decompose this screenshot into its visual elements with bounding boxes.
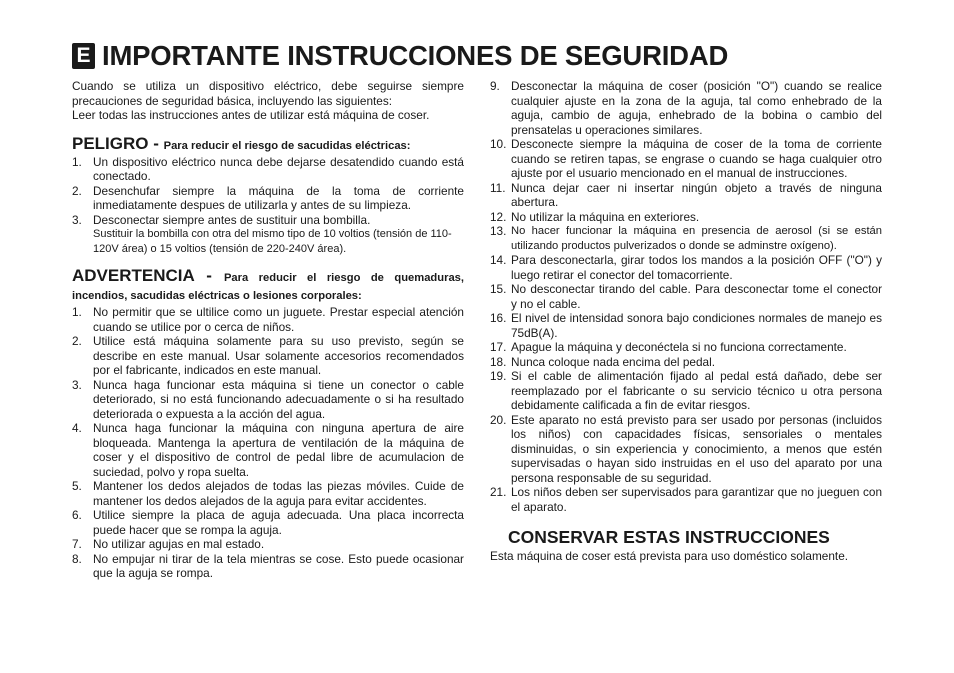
list-item — [490, 413, 882, 486]
item-text: Desconecte siempre la máquina de coser de la toma de corriente cuando se retiren tapas, se engrase o cuando se haga cualquier otro ajuste por el usuario mencionado en el manual de instrucciones. — [511, 137, 882, 180]
item-number: 18. — [490, 354, 507, 369]
list-item — [490, 181, 882, 210]
list-item — [490, 340, 882, 355]
list-item — [72, 552, 464, 581]
list-item — [490, 311, 882, 340]
item-number: 1. — [72, 154, 82, 169]
item-number: 12. — [490, 209, 507, 224]
item-text: Si el cable de alimentación fijado al pedal está dañado, debe ser reemplazado por el fabricante o su servicio técnico u otra persona debidamente calificada a fin de evitar riesgos. — [511, 369, 882, 412]
list-item — [490, 355, 882, 370]
item-text: Un dispositivo eléctrico nunca debe dejarse desatendido cuando está conectado. — [93, 154, 464, 183]
list-item — [72, 421, 464, 479]
item-text: No empujar ni tirar de la tela mientras se cose. Esto puede ocasionar que la aguja se rompa. — [93, 551, 464, 580]
item-number: 13. — [490, 224, 507, 238]
item-text: No hacer funcionar la máquina en presencia de aerosol (si se están utilizando productos pulverizados o donde se adminstre oxígeno). — [511, 225, 882, 252]
item-text: Mantener los dedos alejados de todas las piezas móviles. Cuide de mantener los dedos alejados de la aguja para evitar accidentes. — [93, 479, 464, 508]
list-item — [490, 224, 882, 253]
item-number: 11. — [490, 180, 506, 195]
list-item — [490, 137, 882, 181]
item-text: Para desconectarla, girar todos los mandos a la posición OFF ("O") y luego retirar el conector del tomacorriente. — [511, 253, 882, 282]
item-number: 10. — [490, 137, 507, 151]
list-item — [490, 79, 882, 137]
item-number: 8. — [72, 551, 82, 566]
item-text: No desconectar tirando del cable. Para desconectar tome el conector y no el cable. — [511, 282, 882, 311]
peligro-subtitle: Para reducir el riesgo de sacudidas eléctricas: — [163, 139, 411, 152]
list-item — [72, 378, 464, 422]
item-text: El nivel de intensidad sonora bajo condiciones normales de manejo es 75dB(A). — [511, 311, 882, 340]
title-text: IMPORTANTE INSTRUCCIONES DE SEGURIDAD — [102, 40, 729, 71]
list-item — [72, 334, 464, 378]
item-text: Nunca haga funcionar esta máquina si tiene un conector o cable deteriorado, si no está funcionando adecuadamente o si ha resultado deteriorada o expuesta a la acción del agua. — [93, 377, 464, 421]
intro-paragraph: Cuando se utiliza un dispositivo eléctrico, debe seguirse siempre precauciones de seguridad básica, incluyendo las siguientes: — [72, 79, 464, 108]
item-text: Este aparato no está previsto para ser usado por personas (incluidos los niños) con capacidades físicas, sensoriales o mentales disminuidas, o sin experiencia y conocimiento, a menos que estén supervisadas o hayan sido instruidas en el uso del aparato por una persona responsable de su seguridad. — [511, 412, 882, 485]
home-use-note: Esta máquina de coser está prevista para uso doméstico solamente. — [490, 549, 849, 563]
list-item — [490, 485, 882, 514]
intro-read-all: Leer todas las instrucciones antes de utilizar está máquina de coser. — [72, 108, 430, 122]
peligro-list — [72, 155, 464, 228]
item-text: No permitir que se ultilice como un juguete. Prestar especial atención cuando se utilice por o cerca de niños. — [93, 305, 464, 334]
item-text: Nunca dejar caer ni insertar ningún objeto a través de ninguna abertura. — [511, 180, 882, 209]
left-column — [72, 79, 464, 581]
advertencia-subtitle: Para reducir el riesgo de quemaduras, incendios, sacudidas eléctricas o lesiones corporales: — [72, 272, 464, 302]
peligro-title: PELIGRO - — [72, 133, 164, 153]
page-title — [72, 40, 728, 72]
item-number: 7. — [72, 537, 82, 551]
list-item — [72, 184, 464, 213]
item-text: Nunca haga funcionar la máquina con ninguna apertura de aire bloqueada. Mantenga la apertura de ventilación de la máquina de coser y el dispositivo de control de pedal libre de acumulacion de suciedad, polvo y ropa suelta. — [93, 421, 464, 479]
conserve-heading: CONSERVAR ESTAS INSTRUCCIONES — [508, 527, 830, 547]
item-text: Desconectar la máquina de coser (posición "O") cuando se realice cualquier ajuste en la zona de la aguja, tal como enhebrado de la aguja, cambio de aguja, enhebrado de la bobina o cambio del prensatelas u operaciones similares. — [511, 79, 882, 137]
item-number: 15. — [490, 282, 507, 296]
item-number: 1. — [72, 305, 82, 319]
item-number: 14. — [490, 253, 507, 267]
item-text: Utilice está máquina solamente para su uso previsto, según se describe en este manual. Usar solamente accesorios recomendados por el fabricante, indicados en este manual. — [93, 334, 464, 377]
advertencia-list-left — [72, 305, 464, 581]
item-number: 3. — [72, 212, 82, 227]
item-number: 2. — [72, 183, 82, 198]
item-text: Utilice siempre la placa de aguja adecuada. Una placa incorrecta puede hacer que se rompa la aguja. — [93, 508, 464, 537]
item-number: 6. — [72, 508, 82, 522]
advertencia-title: ADVERTENCIA - — [72, 266, 224, 285]
item-number: 9. — [490, 79, 500, 93]
item-number: 16. — [490, 311, 507, 325]
item-number: 3. — [72, 377, 82, 392]
advertencia-list-right — [490, 79, 882, 514]
language-badge: E — [72, 43, 95, 69]
item-text: Apague la máquina y deconéctela si no funciona correctamente. — [511, 340, 847, 354]
item-text: Los niños deben ser supervisados para garantizar que no jueguen con el aparato. — [511, 485, 882, 514]
advertencia-heading — [72, 267, 464, 305]
item-number: 4. — [72, 421, 82, 435]
list-item — [72, 508, 464, 537]
list-item — [490, 282, 882, 311]
list-item — [72, 479, 464, 508]
peligro-heading — [72, 135, 464, 155]
list-item — [72, 305, 464, 334]
item-number: 19. — [490, 369, 507, 383]
item-text: Desenchufar siempre la máquina de la toma de corriente inmediatamente despues de utilizarla y antes de su limpieza. — [93, 183, 464, 212]
right-column — [490, 79, 882, 564]
item-number: 21. — [490, 485, 507, 499]
item-number: 20. — [490, 412, 507, 427]
item-text: Nunca coloque nada encima del pedal. — [511, 354, 715, 369]
item-text: No utilizar la máquina en exteriores. — [511, 209, 700, 224]
list-item — [490, 253, 882, 282]
bulb-note: Sustituir la bombilla con otra del mismo tipo de 10 voltios (tensión de 110-120V área) o 15 voltios (tensión de 220-240V área). — [93, 228, 452, 255]
item-number: 2. — [72, 334, 82, 348]
item-number: 17. — [490, 340, 507, 354]
list-item — [72, 537, 464, 552]
list-item — [490, 369, 882, 413]
item-number: 5. — [72, 479, 82, 493]
item-text: No utilizar agujas en mal estado. — [93, 537, 265, 551]
list-item — [490, 210, 882, 225]
list-item — [72, 213, 464, 228]
list-item — [72, 155, 464, 184]
item-text: Desconectar siempre antes de sustituir una bombilla. — [93, 212, 371, 227]
